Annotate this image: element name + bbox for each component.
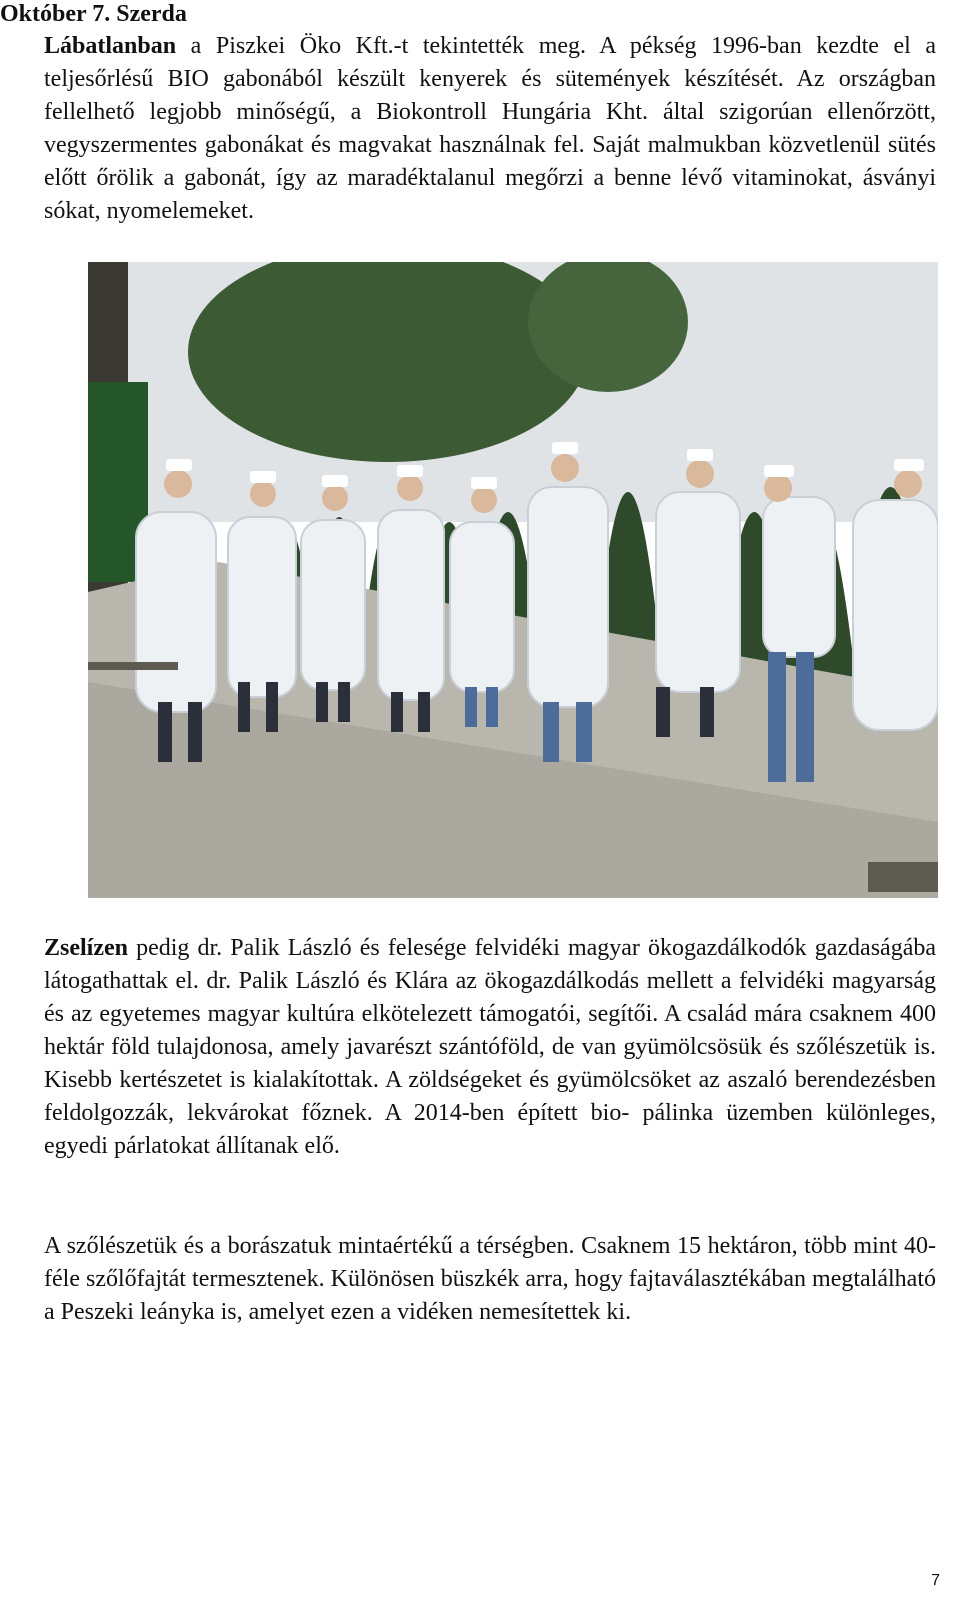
group-photo — [88, 262, 938, 898]
place-name-labatlan: Lábatlanban — [44, 33, 177, 59]
paragraph-zseliz-text: pedig dr. Palik László és felesége felvidéki magyar ökogazdálkodók gazdaságába látogathattak el. dr. Palik László és Klára az ökogazdálkodás mellett a felvidéki magyarság és az egyetemes magyar kultúra elkötelezett támogatói, segítői. A család mára csaknem 400 hektár föld tulajdonosa, amely javarészt szántóföld, de van gyümölcsösük és szőlészetük is. Kisebb kertészetet is kialakítottak. A zöldségeket és gyümölcsöket az aszaló berendezésben feldolgozzák, lekvárokat főznek. A 2014-ben épített bio- pálinka üzemben különleges, egyedi párlatokat állítanak elő. — [44, 935, 936, 1159]
page-number: 7 — [931, 1572, 940, 1589]
paragraph-labatlan — [44, 30, 936, 228]
paragraph-vineyard: A szőlészetük és a borászatuk mintaértékű a térségben. Csaknem 15 hektáron, több mint 40-féle szőlőfajtát termesztenek. Különösen büszkék arra, hogy fajtaválasztékában megtalálható a Peszeki leányka is, amelyet ezen a vidéken nemesítettek ki. — [44, 1233, 936, 1325]
paragraph-zseliz — [44, 932, 936, 1163]
place-name-zseliz: Zselízen — [44, 935, 128, 961]
date-heading: Október 7. Szerda — [0, 1, 187, 27]
paragraph-labatlan-text: a Piszkei Öko Kft.-t tekintették meg. A pékség 1996-ban kezdte el a teljesőrlésű BIO gabonából készült kenyerek és sütemények készítését. Az országban fellelhető legjobb minőségű, a Biokontroll Hungária Kht. által szigorúan ellenőrzött, vegyszermentes gabonákat és magvakat használnak fel. Saját malmukban közvetlenül sütés előtt őrölik a gabonát, így az maradéktalanul megőrzi a benne lévő vitaminokat, ásványi sókat, nyomelemeket. — [44, 33, 936, 224]
